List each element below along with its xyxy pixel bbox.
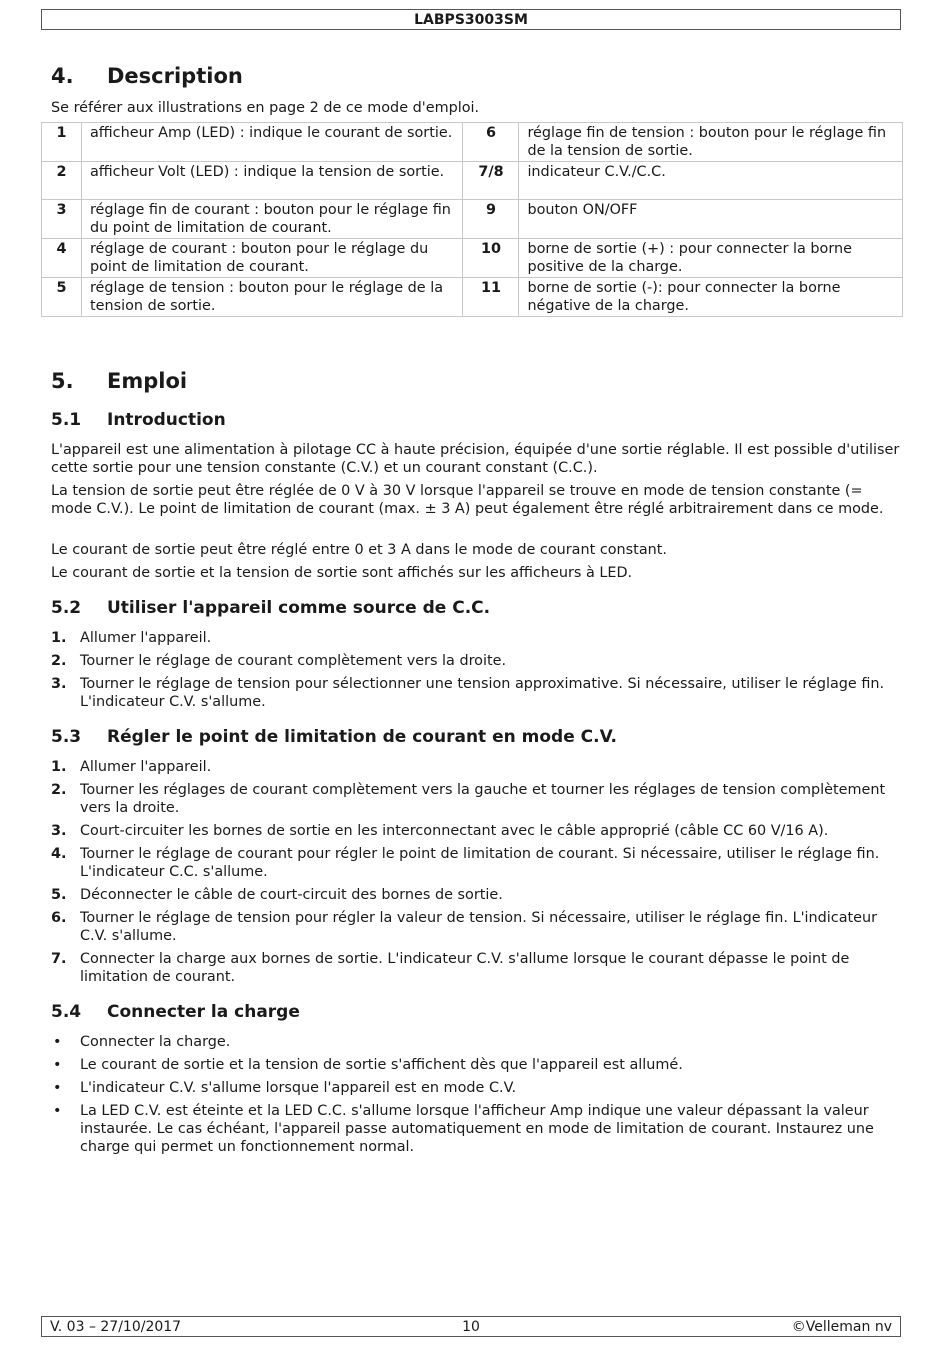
item-number: 7/8 bbox=[463, 162, 519, 200]
bullet-list bbox=[51, 1033, 901, 1161]
bullet-text: La LED C.V. est éteinte et la LED C.C. s'allume lorsque l'afficheur Amp indique une valeur dépassant la valeur instaurée. Le cas échéant, l'appareil passe automatiquement en mode de limitation de courant. Instaurez une charge qui permet un fonctionnement normal. bbox=[80, 1103, 874, 1155]
bullet-icon: • bbox=[53, 1034, 62, 1050]
section-4-intro: Se référer aux illustrations en page 2 de ce mode d'emploi. bbox=[51, 100, 480, 116]
model-name: LABPS3003SM bbox=[414, 12, 528, 28]
list-item bbox=[51, 950, 901, 986]
description-table bbox=[41, 122, 903, 317]
bullet-text: L'indicateur C.V. s'allume lorsque l'appareil est en mode C.V. bbox=[80, 1080, 517, 1096]
bullet-icon: • bbox=[53, 1057, 62, 1073]
section-number: 5. bbox=[51, 369, 74, 393]
item-description: réglage fin de courant : bouton pour le réglage fin du point de limitation de courant. bbox=[81, 200, 463, 239]
item-description: réglage fin de tension : bouton pour le réglage fin de la tension de sortie. bbox=[519, 123, 903, 162]
item-description: borne de sortie (-): pour connecter la borne négative de la charge. bbox=[519, 278, 903, 317]
bullet-icon: • bbox=[53, 1103, 62, 1119]
list-item bbox=[51, 629, 901, 647]
list-item bbox=[51, 652, 901, 670]
list-item bbox=[51, 758, 901, 776]
subsection-title: Utiliser l'appareil comme source de C.C. bbox=[107, 598, 491, 618]
item-description: indicateur C.V./C.C. bbox=[519, 162, 903, 200]
list-item bbox=[51, 1033, 901, 1051]
table-row bbox=[42, 200, 903, 239]
list-item bbox=[51, 675, 901, 711]
table-row bbox=[42, 123, 903, 162]
page-header bbox=[41, 9, 901, 30]
version-date: V. 03 – 27/10/2017 bbox=[50, 1319, 182, 1335]
steps-list bbox=[51, 629, 901, 716]
step-text: Allumer l'appareil. bbox=[80, 630, 212, 646]
bullet-text: Le courant de sortie et la tension de sortie s'affichent dès que l'appareil est allumé. bbox=[80, 1057, 683, 1073]
paragraph: Le courant de sortie peut être réglé entre 0 et 3 A dans le mode de courant constant. bbox=[51, 542, 667, 558]
step-number: 3. bbox=[51, 823, 67, 839]
step-number: 4. bbox=[51, 846, 67, 862]
subsection-number: 5.4 bbox=[51, 1002, 82, 1022]
section-number: 4. bbox=[51, 64, 74, 88]
item-number: 4 bbox=[42, 239, 82, 278]
steps-list bbox=[51, 758, 901, 991]
paragraph: L'appareil est une alimentation à pilotage CC à haute précision, équipée d'une sortie réglable. Il est possible d'utiliser cette sortie pour une tension constante (C.V.) et un courant constant (C.C.). bbox=[51, 442, 900, 476]
subsection-5-1-heading bbox=[51, 410, 226, 430]
bullet-text: Connecter la charge. bbox=[80, 1034, 231, 1050]
list-item bbox=[51, 822, 901, 840]
step-number: 2. bbox=[51, 653, 67, 669]
subsection-number: 5.2 bbox=[51, 598, 82, 618]
step-text: Tourner le réglage de tension pour sélectionner une tension approximative. Si nécessaire, utiliser le réglage fin. L'indicateur C.V. s'allume. bbox=[80, 676, 885, 710]
page-number: 10 bbox=[462, 1319, 480, 1335]
item-number: 11 bbox=[463, 278, 519, 317]
subsection-5-3-heading bbox=[51, 727, 617, 747]
step-number: 1. bbox=[51, 759, 67, 775]
item-number: 3 bbox=[42, 200, 82, 239]
subsection-title: Connecter la charge bbox=[107, 1002, 300, 1022]
copyright: ©Velleman nv bbox=[791, 1319, 892, 1335]
section-title: Emploi bbox=[107, 369, 188, 393]
table-row bbox=[42, 278, 903, 317]
item-description: afficheur Amp (LED) : indique le courant de sortie. bbox=[81, 123, 463, 162]
step-number: 2. bbox=[51, 782, 67, 798]
subsection-number: 5.3 bbox=[51, 727, 82, 747]
step-text: Déconnecter le câble de court-circuit des bornes de sortie. bbox=[80, 887, 503, 903]
subsection-number: 5.1 bbox=[51, 410, 82, 430]
section-5-heading bbox=[51, 369, 187, 393]
subsection-title: Introduction bbox=[107, 410, 226, 430]
table-row bbox=[42, 239, 903, 278]
step-text: Allumer l'appareil. bbox=[80, 759, 212, 775]
section-title: Description bbox=[107, 64, 243, 88]
subsection-title: Régler le point de limitation de courant en mode C.V. bbox=[107, 727, 618, 747]
subsection-5-2-heading bbox=[51, 598, 490, 618]
list-item bbox=[51, 1056, 901, 1074]
step-text: Tourner le réglage de courant complètement vers la droite. bbox=[80, 653, 507, 669]
item-number: 2 bbox=[42, 162, 82, 200]
section-4-heading bbox=[51, 64, 243, 88]
page-footer bbox=[41, 1316, 901, 1337]
subsection-5-4-heading bbox=[51, 1002, 300, 1022]
list-item bbox=[51, 781, 901, 817]
step-number: 7. bbox=[51, 951, 67, 967]
item-description: borne de sortie (+) : pour connecter la borne positive de la charge. bbox=[519, 239, 903, 278]
step-text: Tourner le réglage de tension pour régler la valeur de tension. Si nécessaire, utiliser le réglage fin. L'indicateur C.V. s'allume. bbox=[80, 910, 878, 944]
list-item bbox=[51, 1102, 901, 1156]
step-text: Tourner le réglage de courant pour régler le point de limitation de courant. Si nécessaire, utiliser le réglage fin. L'indicateur C.C. s'allume. bbox=[80, 846, 880, 880]
bullet-icon: • bbox=[53, 1080, 62, 1096]
item-description: réglage de courant : bouton pour le réglage du point de limitation de courant. bbox=[81, 239, 463, 278]
step-number: 1. bbox=[51, 630, 67, 646]
item-number: 9 bbox=[463, 200, 519, 239]
item-number: 1 bbox=[42, 123, 82, 162]
paragraph: Le courant de sortie et la tension de sortie sont affichés sur les afficheurs à LED. bbox=[51, 565, 633, 581]
paragraph: La tension de sortie peut être réglée de 0 V à 30 V lorsque l'appareil se trouve en mode de tension constante (= mode C.V.). Le point de limitation de courant (max. ± 3 A) peut également être réglé arbitrairement dans ce mode. bbox=[51, 483, 884, 517]
step-text: Tourner les réglages de courant complètement vers la gauche et tourner les réglages de tension complètement vers la droite. bbox=[80, 782, 886, 816]
item-number: 10 bbox=[463, 239, 519, 278]
step-number: 3. bbox=[51, 676, 67, 692]
list-item bbox=[51, 1079, 901, 1097]
list-item bbox=[51, 845, 901, 881]
step-text: Connecter la charge aux bornes de sortie. L'indicateur C.V. s'allume lorsque le courant dépasse le point de limitation de courant. bbox=[80, 951, 850, 985]
step-number: 6. bbox=[51, 910, 67, 926]
item-description: afficheur Volt (LED) : indique la tension de sortie. bbox=[81, 162, 463, 200]
table-row bbox=[42, 162, 903, 200]
step-number: 5. bbox=[51, 887, 67, 903]
item-description: bouton ON/OFF bbox=[519, 200, 903, 239]
step-text: Court-circuiter les bornes de sortie en les interconnectant avec le câble approprié (câble CC 60 V/16 A). bbox=[80, 823, 829, 839]
item-number: 6 bbox=[463, 123, 519, 162]
item-description: réglage de tension : bouton pour le réglage de la tension de sortie. bbox=[81, 278, 463, 317]
list-item bbox=[51, 909, 901, 945]
list-item bbox=[51, 886, 901, 904]
item-number: 5 bbox=[42, 278, 82, 317]
